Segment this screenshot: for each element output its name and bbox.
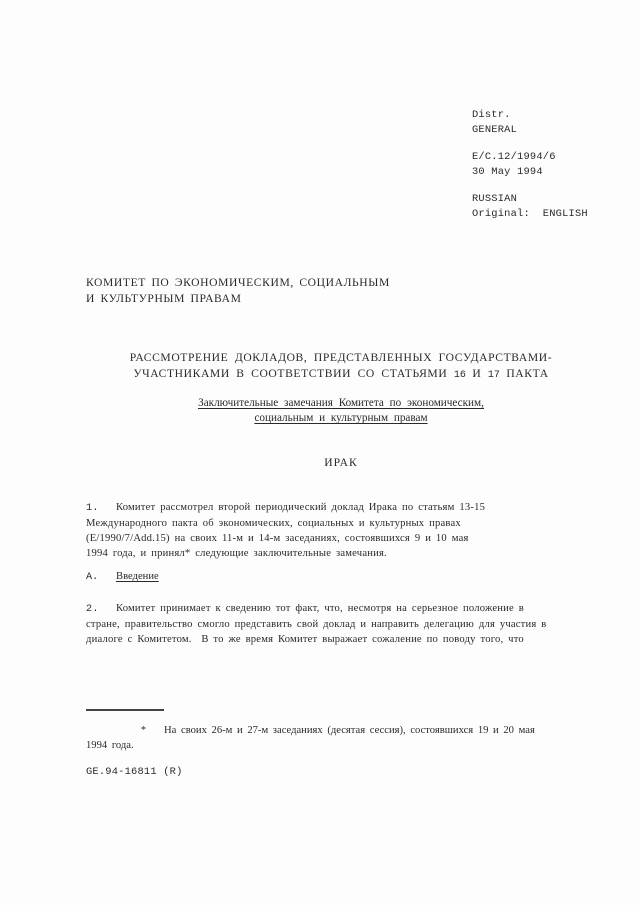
section-title: Введение <box>116 571 159 582</box>
original-language: Original: ENGLISH <box>472 207 588 220</box>
document-subtitle <box>0 396 640 426</box>
title-line-2-conj: И <box>465 367 488 380</box>
title-line-2-text: УЧАСТНИКАМИ В СООТВЕТСТВИИ СО СТАТЬЯМИ <box>133 367 454 380</box>
paragraph-number: 2. <box>86 604 99 615</box>
paragraph-1-line-1 <box>86 500 596 516</box>
title-line-1: РАССМОТРЕНИЕ ДОКЛАДОВ, ПРЕДСТАВЛЕННЫХ ГОСУДАРСТВАМИ- <box>129 351 553 364</box>
title-line-2 <box>0 366 640 384</box>
document-header-block <box>472 108 588 221</box>
document-language: RUSSIAN <box>472 193 518 205</box>
distribution-value: GENERAL <box>472 123 518 136</box>
subtitle-line-1: Заключительные замечания Комитета по экономическим, <box>198 397 484 409</box>
document-date: 30 May 1994 <box>472 165 543 178</box>
document-title <box>0 350 640 384</box>
paragraph-1 <box>86 500 596 561</box>
footnote-separator <box>86 709 164 711</box>
footnote-text: На своих 26-м и 27-м заседаниях (десятая сессия), состоявшихся 19 и 20 мая <box>164 725 535 736</box>
article-number-17: 17 <box>487 370 500 381</box>
section-a-heading <box>86 571 159 583</box>
paragraph-2-line-2: стране, правительство смогло представить свой доклад и направить делегацию для участия в <box>86 619 547 630</box>
section-letter: A. <box>86 572 99 583</box>
paragraph-text: Комитет рассмотрел второй периодический доклад Ирака по статьям 13-15 <box>116 502 486 513</box>
paragraph-1-line-2: Международного пакта об экономических, социальных и культурных правах <box>86 518 461 529</box>
paragraph-2-line-3: диалоге с Комитетом. В то же время Комитет выражает сожаление по поводу того, что <box>86 634 524 645</box>
paragraph-1-line-4: 1994 года, и принял* следующие заключительные замечания. <box>86 548 387 559</box>
subtitle-line-1-wrap <box>0 396 640 411</box>
committee-line-1: КОМИТЕТ ПО ЭКОНОМИЧЕСКИМ, СОЦИАЛЬНЫМ <box>86 276 390 289</box>
paragraph-number: 1. <box>86 503 99 514</box>
paragraph-1-line-3: (E/1990/7/Add.15) на своих 11-м и 14-м заседаниях, состоявшихся 9 и 10 мая <box>86 533 469 544</box>
subtitle-line-2: социальным и культурным правам <box>254 412 428 424</box>
title-line-2-end: ПАКТА <box>499 367 549 380</box>
committee-name <box>86 275 390 307</box>
committee-line-2: И КУЛЬТУРНЫМ ПРАВАМ <box>86 292 242 305</box>
footnote-line-2: 1994 года. <box>86 740 134 751</box>
paragraph-2 <box>86 601 596 647</box>
country-heading: ИРАК <box>324 456 358 469</box>
paragraph-2-line-1 <box>86 601 596 617</box>
footnote-line-1 <box>86 723 596 738</box>
footnote-marker: * <box>140 725 146 736</box>
footnote <box>86 723 596 753</box>
article-number-16: 16 <box>453 370 466 381</box>
paragraph-text: Комитет принимает к сведению тот факт, что, несмотря на серьезное положение в <box>116 603 524 614</box>
distr-label: Distr. <box>472 109 511 121</box>
document-symbol: E/C.12/1994/6 <box>472 151 556 163</box>
job-number: GE.94-16811 (R) <box>86 766 183 778</box>
subtitle-line-2-wrap <box>0 411 640 426</box>
